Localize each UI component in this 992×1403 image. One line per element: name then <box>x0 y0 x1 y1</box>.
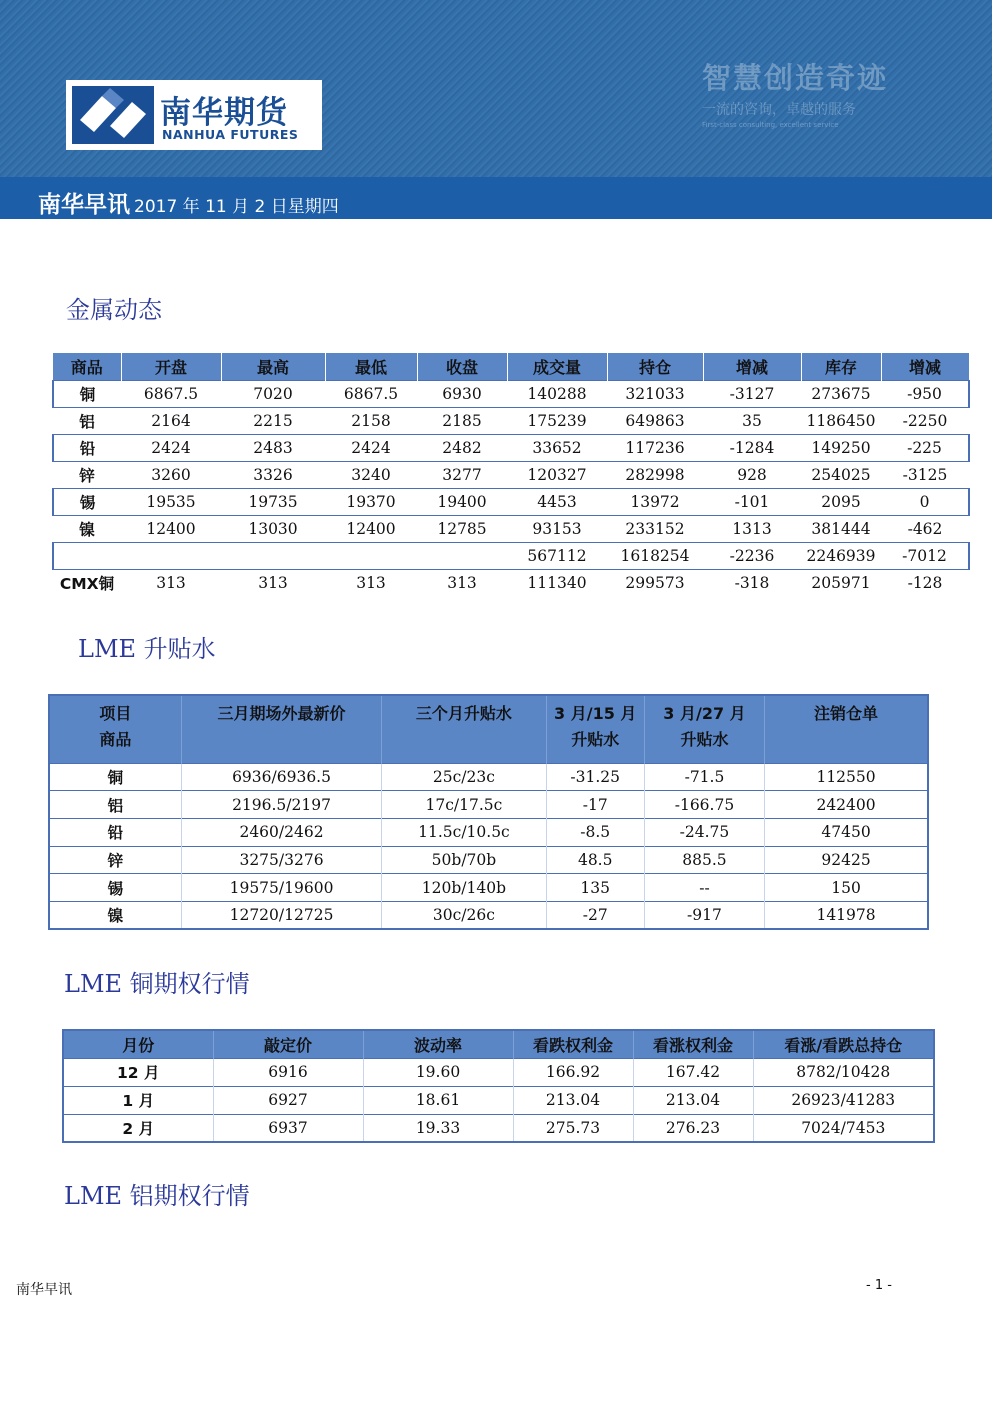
table-cell: 1618254 <box>607 542 703 569</box>
table-cell: 3326 <box>253 465 293 484</box>
lme-premium-col-header <box>181 695 381 763</box>
table-cell: -166.75 <box>644 791 764 819</box>
commodity-name: 锡 <box>49 874 181 902</box>
lme-premium-col-header <box>644 695 764 763</box>
table-cell: -2236 <box>703 542 801 569</box>
table-cell: 175239 <box>527 411 587 430</box>
table-cell: 92425 <box>765 846 928 874</box>
table-cell: 321033 <box>607 380 703 407</box>
commodity-name: 铅 <box>49 818 181 846</box>
table-cell: 12400 <box>146 519 196 538</box>
table-cell: 213.04 <box>633 1086 753 1114</box>
table-cell: 313 <box>356 573 386 592</box>
options-header-row <box>63 1030 934 1058</box>
table-row <box>63 1058 934 1086</box>
table-row <box>63 1086 934 1114</box>
lme-premium-table <box>48 694 929 930</box>
table-cell: 6930 <box>417 380 507 407</box>
metals-header-row <box>53 353 969 380</box>
commodity-name: 铝 <box>79 412 95 431</box>
lme-premium-col-header <box>49 695 181 763</box>
metals-col-header: 商品 <box>53 353 121 380</box>
header-line-1: 注销仓单 <box>814 704 879 723</box>
table-cell: 12720/12725 <box>181 901 381 929</box>
section-title-lme-premium: LME 升贴水 <box>78 635 216 663</box>
option-month: 2 月 <box>63 1114 213 1142</box>
table-cell: 6916 <box>213 1058 363 1086</box>
table-cell: 8782/10428 <box>753 1058 934 1086</box>
table-cell: 120327 <box>527 465 587 484</box>
table-cell: 19.60 <box>363 1058 513 1086</box>
table-cell: 166.92 <box>513 1058 633 1086</box>
slogan-en: First-class consulting, excellent service <box>702 121 839 129</box>
table-cell: 2424 <box>121 434 221 461</box>
table-cell: 35 <box>742 411 762 430</box>
table-row <box>53 542 969 569</box>
table-cell: 299573 <box>625 573 685 592</box>
table-cell: -- <box>644 874 764 902</box>
table-row <box>49 874 928 902</box>
header-line-2: 商品 <box>99 730 132 749</box>
options-col-header: 看涨/看跌总持仓 <box>753 1030 934 1058</box>
table-cell: 1186450 <box>806 411 876 430</box>
options-col-header: 看涨权利金 <box>633 1030 753 1058</box>
metals-col-header: 持仓 <box>607 353 703 380</box>
table-cell: -462 <box>907 519 943 538</box>
table-cell: -101 <box>703 488 801 515</box>
commodity-name: 锌 <box>79 466 95 485</box>
commodity-name: 铜 <box>49 763 181 791</box>
metals-col-header: 增减 <box>703 353 801 380</box>
table-cell: -17 <box>546 791 644 819</box>
table-cell: 273675 <box>801 380 881 407</box>
table-cell: 2215 <box>253 411 293 430</box>
table-cell: 928 <box>737 465 767 484</box>
table-cell: 2196.5/2197 <box>181 791 381 819</box>
options-col-header: 看跌权利金 <box>513 1030 633 1058</box>
option-month: 1 月 <box>63 1086 213 1114</box>
table-cell: -318 <box>734 573 770 592</box>
footer-brand: 南华早讯 <box>16 1282 72 1298</box>
table-cell: 48.5 <box>546 846 644 874</box>
table-row <box>53 434 969 461</box>
table-cell: 2185 <box>442 411 482 430</box>
table-cell: -2250 <box>902 411 948 430</box>
table-cell: 6867.5 <box>325 380 417 407</box>
table-row <box>53 515 969 542</box>
table-cell: 2158 <box>351 411 391 430</box>
table-row <box>53 461 969 488</box>
table-cell: 149250 <box>801 434 881 461</box>
table-cell: 12785 <box>437 519 487 538</box>
options-col-header: 敲定价 <box>213 1030 363 1058</box>
table-cell: 313 <box>156 573 186 592</box>
logo-mark-icon <box>72 86 154 144</box>
table-cell: 11.5c/10.5c <box>382 818 546 846</box>
report-date: 2017 年 11 月 2 日星期四 <box>134 197 339 217</box>
report-title <box>38 186 339 219</box>
table-cell: 2246939 <box>801 542 881 569</box>
table-row <box>53 380 969 407</box>
table-cell: 3277 <box>442 465 482 484</box>
table-row <box>53 569 969 596</box>
table-cell: 649863 <box>625 411 685 430</box>
table-row <box>49 791 928 819</box>
table-cell: 120b/140b <box>382 874 546 902</box>
metals-col-header: 最低 <box>325 353 417 380</box>
lme-premium-col-header <box>546 695 644 763</box>
table-cell: 19575/19600 <box>181 874 381 902</box>
table-cell: 93153 <box>532 519 582 538</box>
table-cell: 6867.5 <box>121 380 221 407</box>
table-cell: 381444 <box>811 519 871 538</box>
table-cell: 6927 <box>213 1086 363 1114</box>
table-row <box>49 763 928 791</box>
table-cell: -24.75 <box>644 818 764 846</box>
table-cell: 117236 <box>607 434 703 461</box>
slogan <box>702 56 912 129</box>
table-cell: 2483 <box>221 434 325 461</box>
header-line-2: 升贴水 <box>571 730 620 749</box>
table-cell: 140288 <box>507 380 607 407</box>
table-cell: 213.04 <box>513 1086 633 1114</box>
table-cell: 26923/41283 <box>753 1086 934 1114</box>
header-line-1: 3 月/27 月 <box>663 704 746 723</box>
table-row <box>49 901 928 929</box>
table-cell: -8.5 <box>546 818 644 846</box>
table-cell: 275.73 <box>513 1114 633 1142</box>
table-cell: -950 <box>881 380 969 407</box>
table-cell: 19400 <box>417 488 507 515</box>
table-cell: -917 <box>644 901 764 929</box>
header-line-1: 3 月/15 月 <box>554 704 637 723</box>
table-cell: 111340 <box>527 573 587 592</box>
table-cell <box>121 542 221 569</box>
table-cell: 2424 <box>325 434 417 461</box>
table-cell: 276.23 <box>633 1114 753 1142</box>
table-cell: 13972 <box>607 488 703 515</box>
table-cell: 233152 <box>625 519 685 538</box>
header-line-1: 三月期场外最新价 <box>217 704 346 723</box>
table-row <box>49 846 928 874</box>
metals-col-header: 最高 <box>221 353 325 380</box>
header-line-1: 项目 <box>99 704 132 723</box>
table-cell: 33652 <box>507 434 607 461</box>
table-cell: -7012 <box>881 542 969 569</box>
table-cell: 2460/2462 <box>181 818 381 846</box>
table-row <box>63 1114 934 1142</box>
table-cell: 50b/70b <box>382 846 546 874</box>
table-cell: 19735 <box>221 488 325 515</box>
table-cell: 13030 <box>248 519 298 538</box>
table-cell: 19.33 <box>363 1114 513 1142</box>
metals-table <box>52 353 970 596</box>
commodity-name: 铝 <box>49 791 181 819</box>
table-cell: -31.25 <box>546 763 644 791</box>
table-cell <box>325 542 417 569</box>
metals-col-header: 开盘 <box>121 353 221 380</box>
table-cell: 2164 <box>151 411 191 430</box>
commodity-name: CMX铜 <box>59 574 115 593</box>
table-cell: 112550 <box>765 763 928 791</box>
lme-premium-col-header <box>765 695 928 763</box>
metals-col-header: 增减 <box>881 353 969 380</box>
table-cell: 0 <box>881 488 969 515</box>
commodity-name: 铅 <box>53 434 121 461</box>
table-cell: 30c/26c <box>382 901 546 929</box>
table-cell <box>221 542 325 569</box>
table-row <box>49 818 928 846</box>
table-cell: 167.42 <box>633 1058 753 1086</box>
metals-col-header: 库存 <box>801 353 881 380</box>
table-cell: 205971 <box>811 573 871 592</box>
table-cell: 4453 <box>507 488 607 515</box>
slogan-sub: 一流的咨询，卓越的服务 <box>702 102 856 118</box>
table-cell: 242400 <box>765 791 928 819</box>
table-cell: 6937 <box>213 1114 363 1142</box>
table-row <box>53 407 969 434</box>
section-title-lme-aluminum-options: LME 铝期权行情 <box>64 1182 250 1210</box>
table-cell: 12400 <box>346 519 396 538</box>
table-cell: 3240 <box>351 465 391 484</box>
table-cell: -225 <box>881 434 969 461</box>
option-month: 12 月 <box>63 1058 213 1086</box>
metals-col-header: 成交量 <box>507 353 607 380</box>
section-title-lme-copper-options: LME 铜期权行情 <box>64 970 250 998</box>
header-line-1: 三个月升贴水 <box>415 704 512 723</box>
table-cell: 17c/17.5c <box>382 791 546 819</box>
table-cell: 567112 <box>507 542 607 569</box>
slogan-main: 智慧创造奇迹 <box>702 61 889 95</box>
commodity-name: 锌 <box>49 846 181 874</box>
table-cell: 19370 <box>325 488 417 515</box>
lme-premium-col-header <box>382 695 546 763</box>
page-number: - 1 - <box>866 1278 892 1293</box>
commodity-name: 镍 <box>79 520 95 539</box>
section-title-metals: 金属动态 <box>66 296 162 324</box>
lme-copper-options-table <box>62 1029 935 1143</box>
table-cell: 254025 <box>811 465 871 484</box>
options-col-header: 波动率 <box>363 1030 513 1058</box>
table-cell: 7024/7453 <box>753 1114 934 1142</box>
table-cell: 47450 <box>765 818 928 846</box>
table-cell: 141978 <box>765 901 928 929</box>
table-cell: 282998 <box>625 465 685 484</box>
table-cell: 150 <box>765 874 928 902</box>
table-cell: 25c/23c <box>382 763 546 791</box>
table-cell: 6936/6936.5 <box>181 763 381 791</box>
commodity-name <box>53 542 121 569</box>
table-row <box>53 488 969 515</box>
table-cell: 885.5 <box>644 846 764 874</box>
table-cell: -1284 <box>703 434 801 461</box>
logo-text-cn: 南华期货 <box>160 95 288 131</box>
table-cell: -3125 <box>902 465 948 484</box>
table-cell: 313 <box>258 573 288 592</box>
lme-premium-header-row <box>49 695 928 763</box>
table-cell: 1313 <box>732 519 772 538</box>
commodity-name: 铜 <box>53 380 121 407</box>
commodity-name: 锡 <box>53 488 121 515</box>
table-cell: 313 <box>447 573 477 592</box>
table-cell: 3275/3276 <box>181 846 381 874</box>
logo-text-en: NANHUA FUTURES <box>162 127 299 142</box>
table-cell: -128 <box>907 573 943 592</box>
table-cell: -27 <box>546 901 644 929</box>
table-cell <box>417 542 507 569</box>
table-cell: -3127 <box>703 380 801 407</box>
metals-col-header: 收盘 <box>417 353 507 380</box>
header-line-2: 升贴水 <box>680 730 729 749</box>
table-cell: -71.5 <box>644 763 764 791</box>
table-cell: 7020 <box>221 380 325 407</box>
table-cell: 135 <box>546 874 644 902</box>
table-cell: 2095 <box>801 488 881 515</box>
options-col-header: 月份 <box>63 1030 213 1058</box>
table-cell: 3260 <box>151 465 191 484</box>
table-cell: 2482 <box>417 434 507 461</box>
table-cell: 19535 <box>121 488 221 515</box>
table-cell: 18.61 <box>363 1086 513 1114</box>
commodity-name: 镍 <box>49 901 181 929</box>
company-logo <box>66 80 322 150</box>
report-brand: 南华早讯 <box>38 192 130 218</box>
